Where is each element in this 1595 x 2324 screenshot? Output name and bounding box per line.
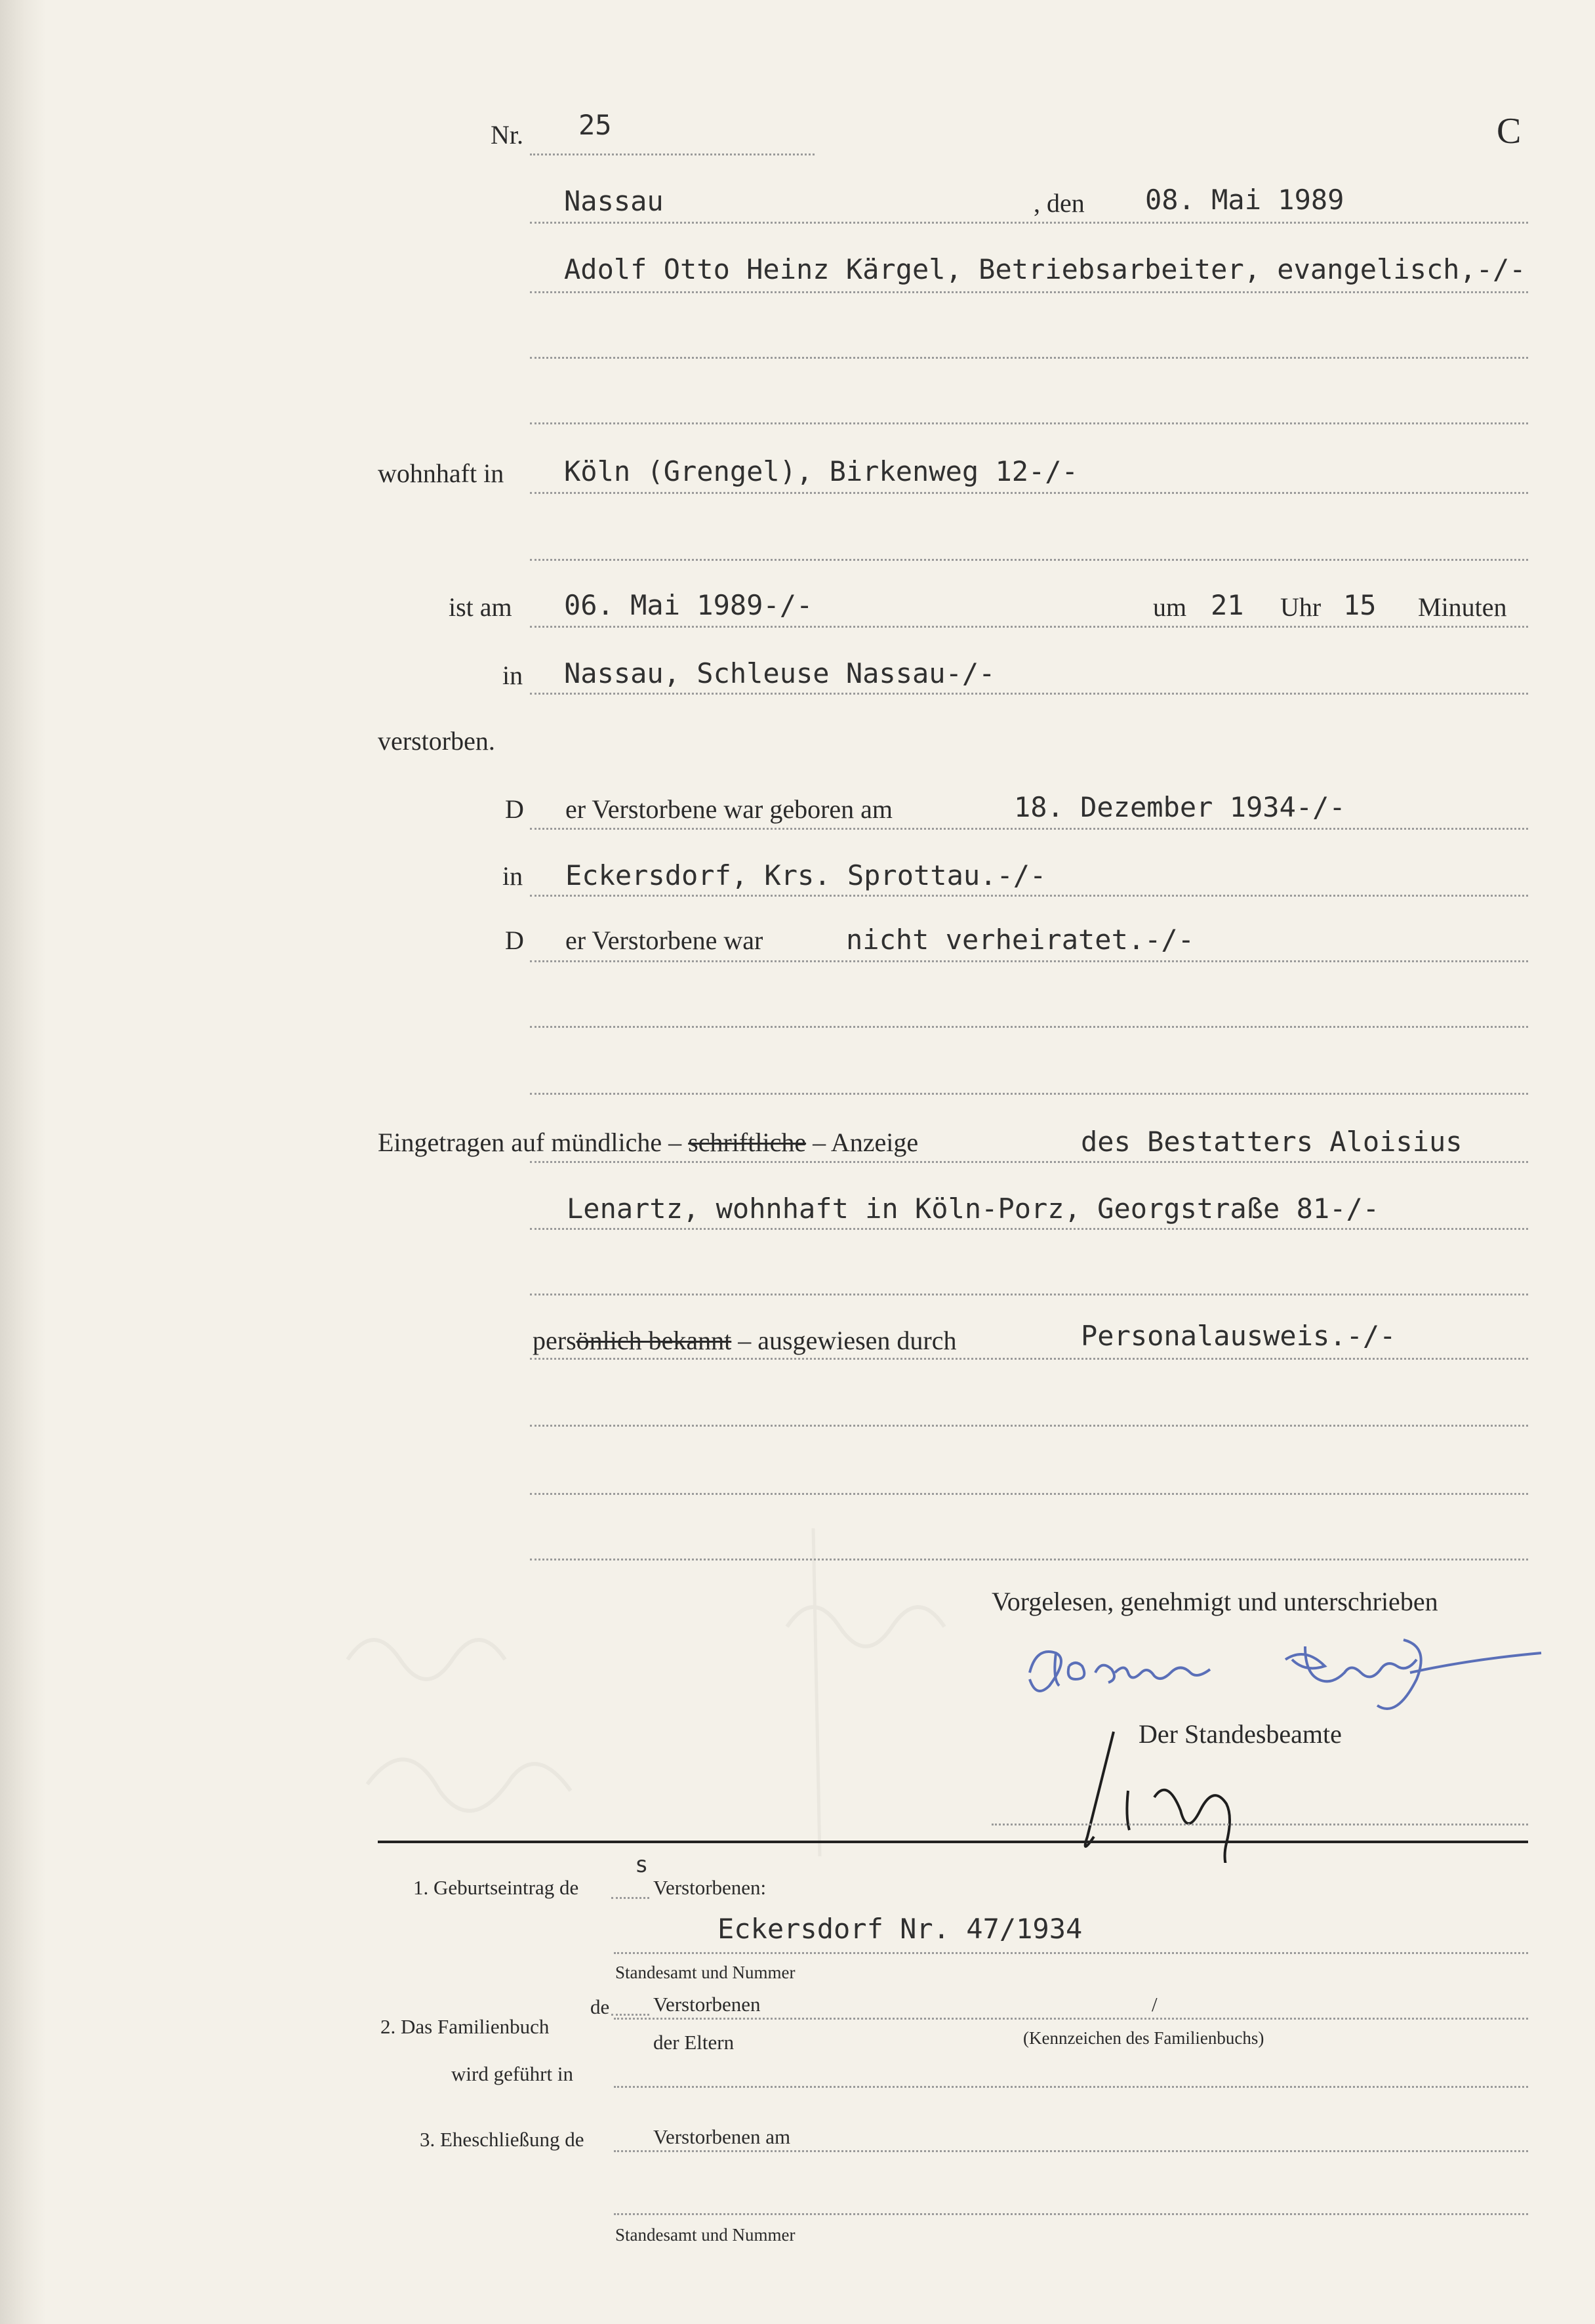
footer-item2-label: 2. Das Familienbuch — [380, 2015, 550, 2038]
footer-item2-caption: (Kennzeichen des Familienbuchs) — [1023, 2028, 1264, 2048]
informant-signature — [1010, 1627, 1574, 1719]
death-place-label: in — [502, 661, 523, 690]
residence-line-2 — [530, 559, 1528, 561]
minuten-label: Minuten — [1418, 592, 1507, 622]
verstorben-label: verstorben. — [378, 726, 495, 756]
nr-line — [530, 153, 815, 155]
death-date: 06. Mai 1989-/- — [564, 589, 813, 621]
identification-value: Personalausweis.-/- — [1081, 1320, 1396, 1352]
marital-line-2 — [530, 1026, 1528, 1028]
form-letter: C — [1497, 111, 1522, 152]
registration-line-2 — [530, 1228, 1528, 1230]
footer-item1-suffix: Verstorbenen: — [653, 1876, 767, 1899]
birth-date-line — [530, 828, 1528, 830]
footer-item2-blank — [611, 2014, 649, 2016]
name-line-1 — [530, 291, 1528, 293]
registration-struck-word: schriftliche — [688, 1128, 807, 1157]
birth-place: Eckersdorf, Krs. Sprottau.-/- — [565, 859, 1047, 891]
registration-label — [378, 1130, 918, 1156]
death-hour: 21 — [1211, 589, 1244, 621]
read-approved-text: Vorgelesen, genehmigt und unterschrieben — [992, 1587, 1438, 1616]
death-date-label: ist am — [449, 592, 512, 622]
residence-value: Köln (Grengel), Birkenweg 12-/- — [564, 455, 1078, 487]
um-label: um — [1153, 592, 1187, 622]
identification-line-2 — [530, 1425, 1528, 1427]
footer-item3-line-2 — [614, 2213, 1528, 2215]
footer-item1-line — [614, 1952, 1528, 1954]
den-label: , den — [1034, 188, 1085, 218]
name-line-2 — [530, 357, 1528, 359]
footer-item1-value: Eckersdorf Nr. 47/1934 — [717, 1913, 1083, 1945]
death-place-line — [530, 693, 1528, 695]
birth-place-label: in — [502, 861, 523, 891]
registration-label-end: – Anzeige — [813, 1128, 919, 1157]
marital-label: er Verstorbene war — [565, 926, 763, 955]
registry-date: 08. Mai 1989 — [1145, 184, 1344, 216]
registrar-label: Der Standesbeamte — [1139, 1719, 1342, 1749]
registry-place: Nassau — [564, 185, 664, 217]
identification-struck: önlich bekannt — [576, 1326, 732, 1355]
death-minutes: 15 — [1343, 589, 1377, 621]
footer-item3-line-1 — [614, 2150, 1528, 2152]
registration-line-1 — [530, 1161, 1528, 1163]
marital-line-3 — [530, 1093, 1528, 1095]
registration-value-2: Lenartz, wohnhaft in Köln-Porz, Georgstraße 81-/- — [567, 1193, 1380, 1225]
registration-label-start: Eingetragen auf mündliche – — [378, 1128, 682, 1157]
death-place: Nassau, Schleuse Nassau-/- — [564, 657, 996, 689]
footer-item2-option2: der Eltern — [653, 2031, 735, 2054]
place-date-line — [530, 222, 1528, 224]
marital-d-prefix: D — [505, 926, 524, 955]
footer-item1-blank — [611, 1897, 649, 1899]
footer-item2-line-2 — [614, 2086, 1528, 2088]
registration-value-1: des Bestatters Aloisius — [1081, 1126, 1463, 1158]
name-line-3 — [530, 422, 1528, 424]
identification-label-text: – ausgewiesen durch — [738, 1326, 957, 1355]
footer-item2-line-1 — [614, 2018, 1528, 2020]
footer-item2-de: de — [590, 1995, 610, 2018]
footer-item1-superscript: s — [635, 1852, 649, 1878]
residence-line-1 — [530, 492, 1528, 494]
footer-item2-option1: Verstorbenen — [653, 1993, 761, 2016]
identification-line-1 — [530, 1358, 1528, 1360]
identification-line-3 — [530, 1493, 1528, 1495]
identification-label — [533, 1328, 956, 1354]
birth-label: er Verstorbene war geboren am — [565, 794, 893, 824]
residence-label: wohnhaft in — [378, 459, 504, 488]
registration-line-3 — [530, 1294, 1528, 1295]
uhr-label: Uhr — [1280, 592, 1322, 622]
birth-place-line — [530, 895, 1528, 897]
marital-line-1 — [530, 960, 1528, 962]
deceased-name-line: Adolf Otto Heinz Kärgel, Betriebsarbeiter, evangelisch,-/- — [564, 253, 1526, 285]
footer-item3-suffix: Verstorbenen am — [653, 2125, 791, 2148]
footer-item2-slash: / — [1152, 1993, 1158, 2016]
nr-value: 25 — [578, 109, 612, 141]
marital-value: nicht verheiratet.-/- — [846, 924, 1195, 956]
nr-label: Nr. — [491, 120, 523, 150]
footer-item3-label: 3. Eheschließung de — [420, 2128, 584, 2151]
registry-caption-2: Standesamt und Nummer — [615, 2225, 796, 2245]
birth-date: 18. Dezember 1934-/- — [1014, 791, 1346, 823]
identification-prefix: pers — [533, 1326, 576, 1355]
footer-item1-label: 1. Geburtseintrag de — [413, 1876, 579, 1899]
footer-separator — [378, 1841, 1528, 1843]
registrar-signature-line — [992, 1824, 1528, 1825]
birth-d-prefix: D — [505, 794, 524, 824]
footer-item2-label-b: wird geführt in — [451, 2062, 573, 2085]
registry-caption-1: Standesamt und Nummer — [615, 1963, 796, 1982]
death-date-line — [530, 626, 1528, 628]
identification-line-4 — [530, 1559, 1528, 1560]
